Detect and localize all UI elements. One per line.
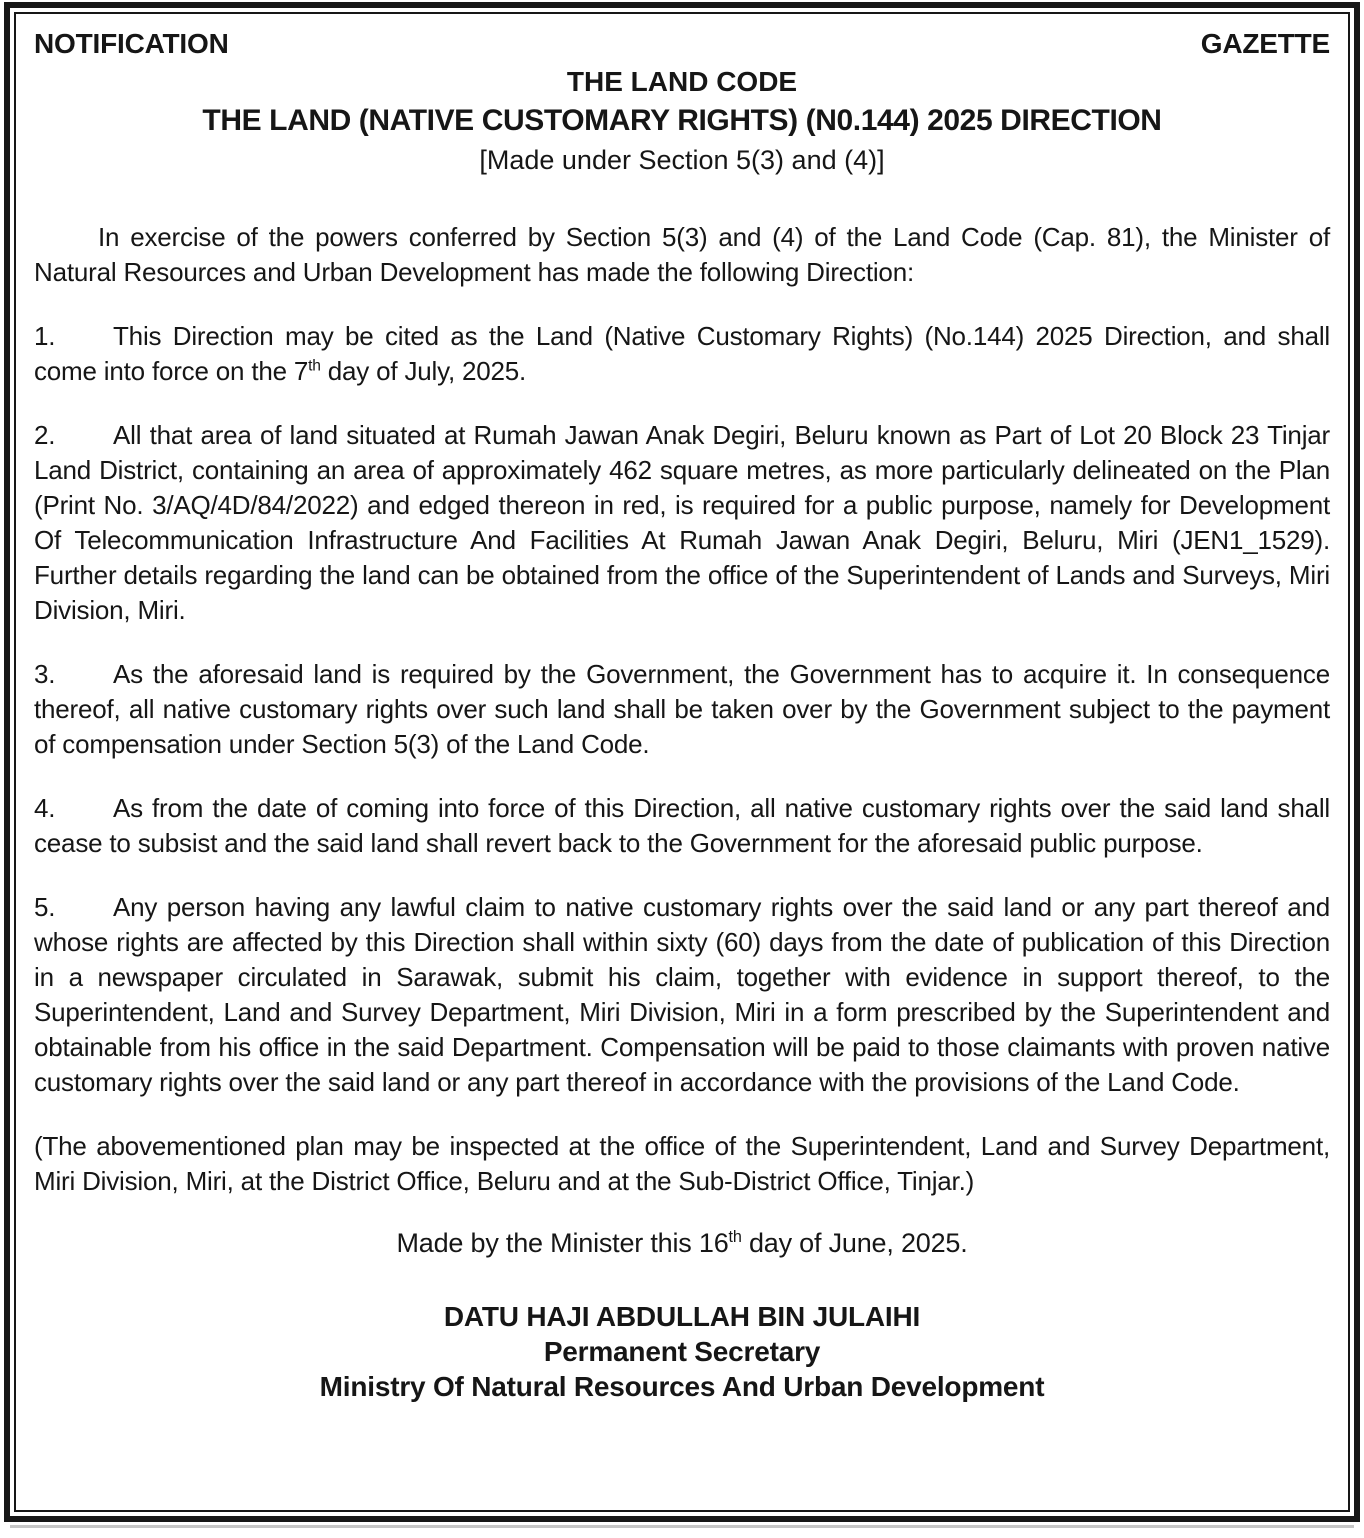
plan-inspection-note: (The abovementioned plan may be inspected at the office of the Superintendent, Land and Survey Department, Miri Division, Miri, at the District Office, Beluru and at the Sub-District Office, Tinjar.) (34, 1131, 1330, 1196)
made-by-text-after: day of June, 2025. (741, 1228, 968, 1258)
document-title: THE LAND CODE (566, 66, 798, 97)
clause-text: As the aforesaid land is required by the Government, the Government has to acquire it. In consequence thereof, all native customary rights over such land shall be taken over by the Government subject to the payment of compensation under Section 5(3) of the Land Code. (34, 659, 1330, 759)
signature-block (34, 1299, 1330, 1404)
clause-text: day of July, 2025. (320, 356, 527, 386)
clause-3 (34, 657, 1330, 762)
clause-number: 3. (34, 659, 56, 689)
ordinal-suffix: th (308, 357, 321, 375)
clause-number: 5. (34, 892, 56, 922)
clause-text: As from the date of coming into force of this Direction, all native customary rights over the said land shall cease to subsist and the said land shall revert back to the Government for the aforesaid public purpose. (34, 793, 1330, 858)
notification-label: NOTIFICATION (34, 28, 229, 59)
clause-2 (34, 418, 1330, 628)
clause-text: All that area of land situated at Rumah Jawan Anak Degiri, Beluru known as Part of Lot 20 Block 23 Tinjar Land District, containing an area of approximately 462 square metres, as more particularly delineated on the Plan (Print No. 3/AQ/4D/84/2022) and edged thereon in red, is required for a public purpose, namely for Development Of Telecommunication Infrastructure And Facilities At Rumah Jawan Anak Degiri, Beluru, Miri (JEN1_1529). Further details regarding the land can be obtained from the office of the Superintendent of Lands and Surveys, Miri Division, Miri. (34, 420, 1330, 625)
gazette-label: GAZETTE (1200, 28, 1330, 59)
signatory-title: Permanent Secretary (543, 1336, 821, 1367)
made-by-line (34, 1228, 1330, 1259)
header-row (34, 28, 1330, 60)
made-under-note: [Made under Section 5(3) and (4)] (479, 145, 885, 175)
document-subtitle: THE LAND (NATIVE CUSTOMARY RIGHTS) (N0.144) 2025 DIRECTION (202, 104, 1162, 137)
made-by-ordinal-suffix: th (728, 1228, 742, 1246)
made-by-text-before: Made by the Minister this 16 (396, 1228, 729, 1258)
signatory-ministry: Ministry Of Natural Resources And Urban Development (319, 1371, 1045, 1402)
intro-paragraph: In exercise of the powers conferred by Section 5(3) and (4) of the Land Code (Cap. 81), the Minister of Natural Resources and Urban Development has made the following Direction: (34, 222, 1330, 287)
document-inner-border (14, 12, 1350, 1512)
document-outer-border (4, 2, 1360, 1522)
clause-text: Any person having any lawful claim to native customary rights over the said land or any part thereof and whose rights are affected by this Direction shall within sixty (60) days from the date of publication of this Direction in a newspaper circulated in Sarawak, submit his claim, together with evidence in support thereof, to the Superintendent, Land and Survey Department, Miri Division, Miri in a form prescribed by the Superintendent and obtainable from his office in the said Department. Compensation will be paid to those claimants with proven native customary rights over the said land or any part thereof in accordance with the provisions of the Land Code. (34, 892, 1330, 1097)
clause-text: This Direction may be cited as the Land (Native Customary Rights) (No.144) 2025 Direction, and shall come into force on the 7 (34, 321, 1330, 386)
clause-5 (34, 890, 1330, 1100)
clause-4 (34, 791, 1330, 861)
signatory-name: DATU HAJI ABDULLAH BIN JULAIHI (443, 1301, 921, 1332)
clause-1 (34, 319, 1330, 389)
clause-number: 4. (34, 793, 56, 823)
clause-number: 1. (34, 321, 56, 351)
clause-number: 2. (34, 420, 56, 450)
clauses-list (34, 319, 1330, 1100)
page-edge-shadow (10, 1525, 1354, 1528)
